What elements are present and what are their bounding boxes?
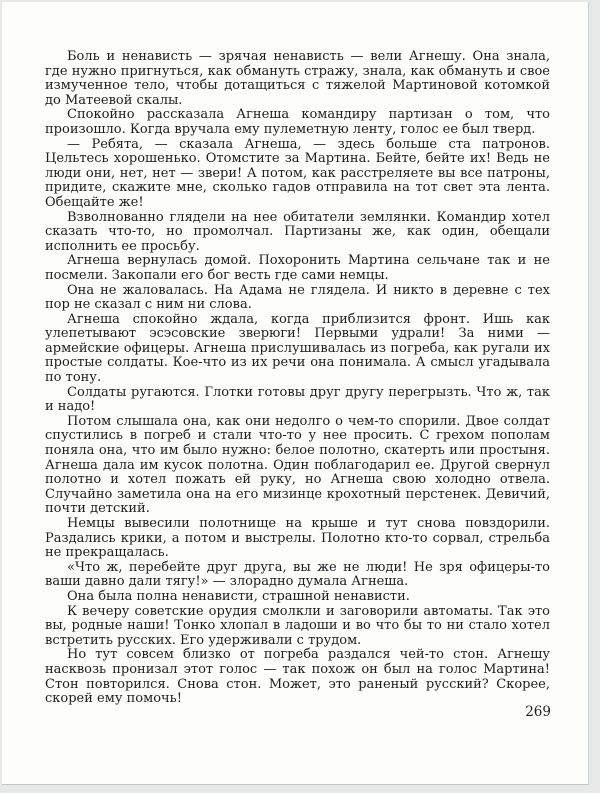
paragraph: Она не жаловалась. На Адама не глядела. И никто в деревне с тех пор не сказал с ним ни слова. [45,282,550,313]
paragraph: Спокойно рассказала Агнеша командиру партизан о том, что произошло. Когда вручала ему пулеметную ленту, голос ее был тверд. [45,107,550,137]
paragraph: Она была полна ненависти, страшной ненависти. [67,588,410,604]
paragraph: Потом слышала она, как они недолго о чем-то спорили. Двое солдат спустились в погреб и стали что-то у нее просить. С грехом пополам поняла она, что им было нужно: белое полотно, скатерть или простыня. Агнеша дала им кусок полотна. Один поблагодарил ее. Другой свернул полотно и хотел пожать ей руку, но Агнеша свою холодно отвела. Случайно заметила она на его мизинце крохотный перстенек. Девичий, почти детский. [45,413,550,517]
text-block [45,50,550,707]
paragraph: Солдаты ругаются. Глотки готовы друг другу перегрызть. Что ж, так и надо! [45,384,550,415]
paragraph-dialogue: — Ребята, — сказала Агнеша, — здесь больше ста патронов. Цельтесь хорошенько. Отомстите за Мартина. Бейте, бейте их! Ведь не люди они, нет, нет — звери! А потом, как расстреляете вы все патроны, придите, скажите мне, сколько гадов отправила на тот свет эта лента. Обещайте же! [45,136,550,210]
paragraph: К вечеру советские орудия смолкли и заговорили автоматы. Так это вы, родные наши! Тонко хлопал в ладоши и во что бы то ни стало хотел встретить русских. Его удерживали с трудом. [45,603,550,648]
paragraph: Немцы вывесили полотнище на крыше и тут снова повздорили. Раздались крики, а потом и выстрелы. Полотно кто-то сорвал, стрельба не прекращалась. [45,516,550,561]
paragraph: Боль и ненависть — зрячая ненависть — вели Агнешу. Она знала, где нужно пригнуться, как обмануть стражу, знала, как обмануть и свое измученное тело, чтобы дотащиться с тяжелой Мартиновой котомкой до Матеевой скалы. [45,49,550,108]
book-page [2,2,589,785]
paragraph: Агнеша спокойно ждала, когда приблизится фронт. Ишь как улепетывают эсэсовские зверюги! Первыми удрали! За ними — армейские офицеры. Агнеша прислушивалась из погреба, как ругали их простые солдаты. Кое-что из их речи она понимала. А смысл угадывала по тону. [45,311,550,386]
paragraph: Взволнованно глядели на нее обитатели землянки. Командир хотел сказать что-то, но промолчал. Партизаны же, как один, обещали исполнить ее просьбу. [45,209,550,254]
paragraph-quote: «Что ж, перебейте друг друга, вы же не люди! Не зря офицеры-то ваши давно дали тягу!» — злорадно думала Агнеша. [45,559,550,590]
paragraph: Но тут совсем близко от погреба раздался чей-то стон. Агнешу насквозь пронизал этот голос — так похож он был на голос Мартина! Стон повторился. Снова стон. Может, это раненый русский? Скорее, скорей ему помочь! [45,647,550,707]
paragraph: Агнеша вернулась домой. Похоронить Мартина сельчане так и не посмели. Закопали его бог весть где сами немцы. [45,253,550,283]
page-number: 269 [525,704,551,720]
